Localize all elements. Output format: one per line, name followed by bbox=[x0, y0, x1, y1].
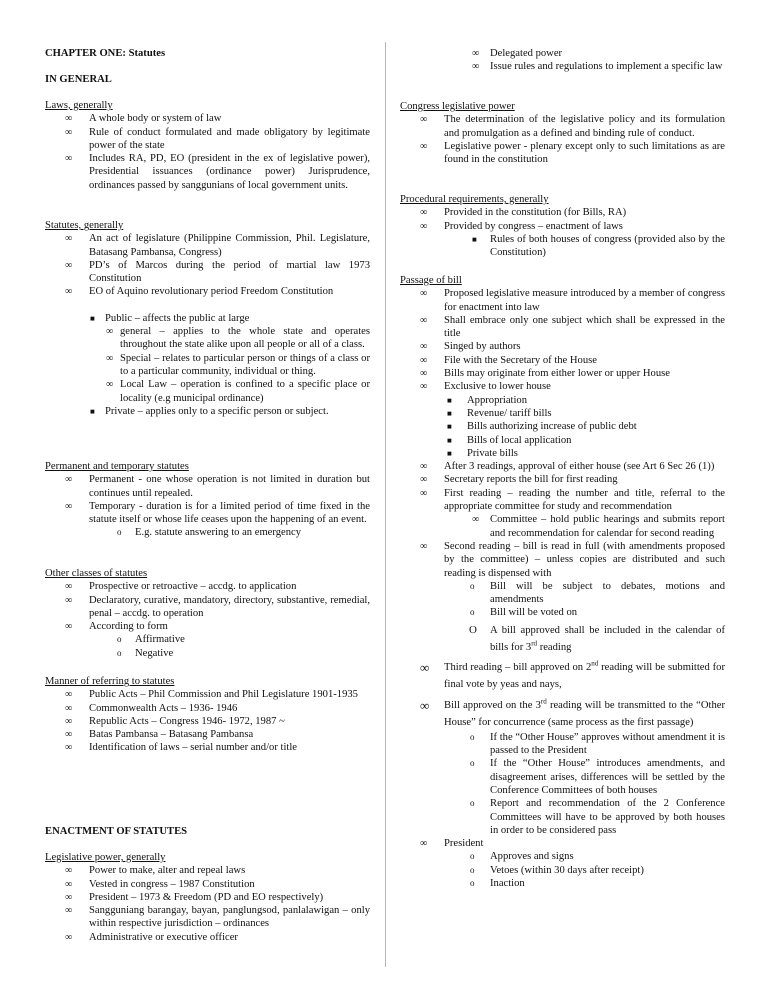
list-item: ∞ The determination of the legislative policy and its formulation and promulgation as a defined and binding rule of conduct. bbox=[420, 114, 725, 139]
section-heading-in-general: IN GENERAL bbox=[45, 74, 112, 85]
list-item: ∞ President – 1973 & Freedom (PD and EO respectively) bbox=[65, 891, 324, 903]
section-title: Legislative power, generally bbox=[45, 852, 166, 863]
list-item: ∞ Committee – hold public hearings and submits report and recommendation for calendar for second reading bbox=[472, 514, 725, 539]
list-item: ∞ Commonwealth Acts – 1936- 1946 bbox=[65, 702, 238, 714]
list-item: ∞ Bills may originate from either lower or upper House bbox=[420, 368, 670, 380]
list-item: ∞ Bill approved on the 3rd reading will be transmitted to the “Other House” for concurrence (same process as the first passage) bbox=[420, 697, 725, 728]
chapter-title: CHAPTER ONE: Statutes bbox=[45, 48, 166, 59]
section-permanent-temporary bbox=[45, 460, 370, 540]
list-item: ∞ Republic Acts – Congress 1946- 1972, 1987 ~ bbox=[65, 715, 285, 727]
list-item: ∞ A whole body or system of law bbox=[65, 113, 222, 125]
list-item: ∞ According to form bbox=[65, 621, 168, 633]
list-item: ∞ Third reading – bill approved on 2nd reading will be submitted for final vote by yeas and nays, bbox=[420, 659, 725, 690]
column-divider bbox=[385, 42, 386, 967]
list-item: ∞ Secretary reports the bill for first reading bbox=[420, 474, 618, 486]
list-item: ∞ Exclusive to lower house bbox=[420, 381, 551, 393]
list-item: o Negative bbox=[117, 647, 174, 659]
list-item: ∞ Singed by authors bbox=[420, 341, 521, 353]
list-item: ∞ Shall embrace only one subject which shall be expressed in the title bbox=[420, 314, 725, 340]
section-title: Permanent and temporary statutes bbox=[45, 461, 189, 472]
list-item: ∞ Legislative power - plenary except only to such limitations as are found in the constitution bbox=[420, 140, 725, 166]
section-manner-referring bbox=[45, 675, 370, 755]
list-item: o Bill will be subject to debates, motions and amendments bbox=[470, 580, 725, 606]
list-item: ■ Bills of local application bbox=[447, 434, 572, 446]
list-item: ∞ Declaratory, curative, mandatory, directory, substantive, remedial, penal – accdg. to operation bbox=[65, 594, 370, 619]
list-item: ∞ An act of legislature (Philippine Commission, Phil. Legislature, Batasang Pambansa, Congress) bbox=[65, 233, 370, 258]
list-item: ∞ Provided by congress – enactment of laws bbox=[420, 220, 623, 232]
list-item: ∞ Sangguniang barangay, bayan, panglungsod, panlalawigan – only within respective jurisdiction – ordinances bbox=[65, 905, 370, 930]
list-item: O A bill approved shall be included in the calendar of bills for 3rd reading bbox=[469, 623, 725, 653]
section-congress-power bbox=[400, 100, 725, 166]
section-title: Passage of bill bbox=[400, 275, 462, 286]
list-item-public: ■ Public – affects the public at large bbox=[90, 312, 250, 324]
section-title: Manner of referring to statutes bbox=[45, 676, 175, 687]
list-item: ∞ general – applies to the whole state and operates throughout the state alike upon all people or all of a class. bbox=[106, 326, 370, 351]
list-item: ∞ File with the Secretary of the House bbox=[420, 354, 597, 366]
list-item: o Vetoes (within 30 days after receipt) bbox=[470, 864, 644, 876]
list-item-private: ■ Private – applies only to a specific person or subject. bbox=[90, 405, 329, 417]
list-item: ∞ Identification of laws – serial number and/or title bbox=[65, 742, 297, 754]
section-procedural bbox=[400, 193, 725, 259]
list-item: o Report and recommendation of the 2 Conference Committees will have to be approved by both houses in order to be considered pass bbox=[470, 798, 725, 836]
section-other-classes bbox=[45, 567, 370, 660]
list-item: ■ Private bills bbox=[447, 447, 518, 459]
list-item: ∞ Provided in the constitution (for Bills, RA) bbox=[420, 207, 627, 219]
list-item: ∞ Temporary - duration is for a limited period of time fixed in the statute itself or whose life ceases upon the happening of an event. bbox=[65, 500, 370, 526]
section-continued bbox=[400, 47, 725, 74]
list-item: o Affirmative bbox=[117, 634, 185, 646]
list-item: ∞ Permanent - one whose operation is not limited in duration but continues until repealed. bbox=[65, 474, 370, 499]
list-item: o Inaction bbox=[470, 877, 525, 889]
list-item: ∞ Local Law – operation is confined to a specific place or locality (e.g municipal ordinance) bbox=[106, 379, 370, 404]
list-item: ∞ Public Acts – Phil Commission and Phil Legislature 1901-1935 bbox=[65, 689, 358, 701]
section-legislative-power bbox=[45, 851, 370, 944]
list-item: ∞ Batas Pambansa – Batasang Pambansa bbox=[65, 729, 254, 741]
section-title: Other classes of statutes bbox=[45, 568, 148, 579]
list-item: ∞ Special – relates to particular person or things of a class or to a particular community, individual or thing. bbox=[106, 352, 370, 377]
list-item: ■ Revenue/ tariff bills bbox=[447, 407, 552, 419]
list-item: ■ Appropriation bbox=[447, 394, 528, 406]
list-item: ∞ PD’s of Marcos during the period of martial law 1973 Constitution bbox=[65, 259, 370, 285]
section-statutes-generally bbox=[45, 219, 370, 418]
list-item: ∞ Delegated power bbox=[472, 48, 563, 59]
list-item: ∞ EO of Aquino revolutionary period Freedom Constitution bbox=[65, 286, 334, 298]
list-item: ∞ President bbox=[420, 838, 484, 850]
list-item: ∞ First reading – reading the number and title, referral to the appropriate committee for study and recommendation bbox=[420, 487, 725, 513]
list-item: o Bill will be voted on bbox=[470, 607, 578, 619]
list-item: ∞ Prospective or retroactive – accdg. to application bbox=[65, 581, 297, 593]
list-item: ∞ Power to make, alter and repeal laws bbox=[65, 865, 246, 877]
list-item: ∞ Issue rules and regulations to implement a specific law bbox=[472, 61, 723, 73]
list-item: o E.g. statute answering to an emergency bbox=[117, 527, 302, 539]
list-item: o If the “Other House” introduces amendments, and disagreement arises, differences will be settled by the Conference Committees of both houses bbox=[470, 758, 725, 796]
section-title: Statutes, generally bbox=[45, 220, 124, 231]
list-item: ∞ Vested in congress – 1987 Constitution bbox=[65, 878, 255, 890]
list-item: ∞ Proposed legislative measure introduced by a member of congress for enactment into law bbox=[420, 288, 725, 313]
section-title: Procedural requirements, generally bbox=[400, 194, 549, 205]
section-laws-generally bbox=[45, 99, 370, 192]
list-item: ∞ After 3 readings, approval of either house (see Art 6 Sec 26 (1)) bbox=[420, 461, 715, 473]
section-title: Congress legislative power bbox=[400, 101, 515, 112]
list-item: ■ Bills authorizing increase of public debt bbox=[447, 421, 637, 433]
list-item: ∞ Includes RA, PD, EO (president in the ex of legislative power), Presidential issuances (ordinance power) Jurisprudence, ordinances passed by sanggunians of local government units. bbox=[65, 153, 370, 191]
list-item: ∞ Administrative or executive officer bbox=[65, 931, 238, 943]
list-item: ∞ Rule of conduct formulated and made obligatory by legitimate power of the state bbox=[65, 126, 370, 151]
list-item: ■ Rules of both houses of congress (provided also by the Constitution) bbox=[472, 233, 725, 259]
list-item: o Approves and signs bbox=[470, 851, 574, 863]
section-passage-of-bill bbox=[400, 274, 725, 890]
section-title: Laws, generally bbox=[45, 100, 113, 111]
list-item: o If the “Other House” approves without amendment it is passed to the President bbox=[470, 731, 725, 757]
list-item: ∞ Second reading – bill is read in full (with amendments proposed by the committee) – unless copies are distributed and such reading is dispensed with bbox=[420, 540, 725, 579]
section-heading-enactment: ENACTMENT OF STATUTES bbox=[45, 826, 188, 837]
